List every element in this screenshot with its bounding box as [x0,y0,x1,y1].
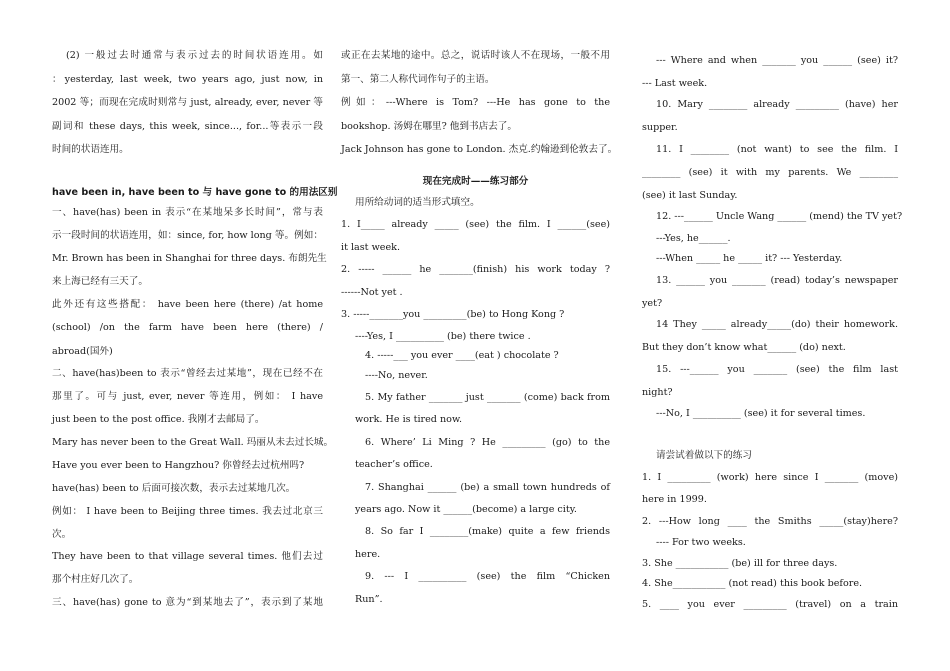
col1-text-line: 一、have(has) been in 表示“在某地呆多长时间”，常与表 [52,207,323,218]
col1-text-line: 副词和 these days, this week, since..., for...等表示一段 [52,121,323,132]
col3-text-line: night? [642,387,673,398]
col2-text-line: ----No, never. [365,370,428,381]
col1-text-line: 此外还有这些搭配： have been here (there) /at home [52,299,323,310]
col3-text-line: (see) it last Sunday. [642,190,738,201]
col3-text-line: 14 They _____ already_____(do) their homework. [656,319,898,330]
col1-text-line: Mr. Brown has been in Shanghai for three days. 布朗先生 [52,253,327,264]
col3-text-line: ---Yes, he______. [656,233,731,244]
col3-text-line: here in 1999. [642,494,707,505]
col3-text-line: 4. She___________ (not read) this book before. [642,578,863,589]
col1-text-line: 例如： I have been to Beijing three times. 我去过北京三 [52,506,323,517]
col2-text-line: 或正在去某地的途中。总之，说话时该人不在现场，一般不用 [341,50,610,61]
col1-text-line: Have you ever been to Hangzhou? 你曾经去过杭州吗? [52,460,305,471]
col2-text-line: 现在完成时——练习部分 [422,176,529,187]
col3-text-line: But they don’t know what______ (do) next. [642,342,846,353]
col2-text-line: 4. -----___ you ever ____(eat ) chocolate ? [365,350,559,361]
col2-text-line: 5. My father _______ just _______ (come) back from [365,392,610,403]
col1-text-line: 二、have(has)been to 表示“曾经去过某地”，现在已经不在 [52,368,323,379]
col1-text-line: ：yesterday, last week, two years ago, just now, in [52,74,323,85]
col1-text-line: Mary has never been to the Great Wall. 玛丽从未去过长城。 [52,437,334,448]
col2-text-line: years ago. Now it ______(become) a large city. [355,504,577,515]
col2-text-line: 8. So far I ________(make) quite a few friends [365,526,610,537]
col2-text-line: Run”. [355,594,383,605]
col3-text-line: 1. I _________ (work) here since I _______ (move) [642,472,898,483]
col1-text-line: (school) /on the farm have been here (there) / [52,322,323,333]
col1-text-line: 那里了。可与 just, ever, never 等连用，例如： I have [52,391,323,402]
col1-text-line: 那个村庄好几次了。 [52,574,139,585]
col2-text-line: it last week. [341,242,401,253]
col2-text-line: 6. Where’ Li Ming ? He _________ (go) to the [365,437,610,448]
col2-text-line: 7. Shanghai ______ (be) a small town hundreds of [365,482,610,493]
col2-text-line: ------Not yet . [341,287,403,298]
col3-text-line: 12. ---______ Uncle Wang ______ (mend) the TV yet? [656,211,903,222]
col3-text-line: ---No, I __________ (see) it for several times. [656,408,866,419]
col3-text-line: 5. ____ you ever _________ (travel) on a train [642,599,898,610]
col2-text-line: ----Yes, I __________ (be) there twice . [355,331,531,342]
col1-text-line: have been in, have been to 与 have gone to 的用法区别 [52,187,338,198]
col3-text-line: yet? [642,298,663,309]
col1-text-line: 来上海已经有三天了。 [52,276,148,287]
col1-text-line: 2002 等；而现在完成时则常与 just, already, ever, never 等 [52,97,323,108]
col3-text-line: --- Where and when _______ you ______ (see) it? [656,55,898,66]
col1-text-line: 时间的状语连用。 [52,144,129,155]
col3-text-line: supper. [642,122,678,133]
col2-text-line: 2. ----- ______ he _______(finish) his work today ? [341,264,610,275]
col2-text-line: 用所给动词的适当形式填空。 [355,197,480,208]
col1-text-line: abroad(国外) [52,346,113,357]
col1-text-line: 次。 [52,529,72,540]
col2-text-line: here. [355,549,381,560]
col3-text-line: ________ (see) it with my parents. We ________ [642,167,898,178]
col1-text-line: 三、have(has) gone to 意为“到某地去了”，表示到了某地 [52,597,323,608]
col3-text-line: ---- For two weeks. [656,537,746,548]
col1-text-line: (2) 一般过去时通常与表示过去的时间状语连用。如 [66,50,323,61]
col3-text-line: ---When _____ he _____ it? --- Yesterday. [656,253,843,264]
col1-text-line: 示一段时间的状语连用，如：since, for, how long 等。例如： [52,230,323,241]
col2-text-line: bookshop. 汤姆在哪里? 他到书店去了。 [341,121,517,132]
col3-text-line: 15. ---______ you _______ (see) the film last [656,364,898,375]
col3-text-line: 10. Mary ________ already _________ (have) her [656,99,898,110]
col1-text-line: They have been to that village several times. 他们去过 [52,551,323,562]
col2-text-line: 1. I_____ already _____ (see) the film. I ______(see) [341,219,610,230]
col3-text-line: 11. I ________ (not want) to see the film. I [656,144,898,155]
col3-text-line: 2. ---How long ____ the Smiths _____(stay)here? [642,516,898,527]
col2-text-line: Jack Johnson has gone to London. 杰克.约翰逊到伦敦去了。 [341,144,618,155]
col2-text-line: 第一、第二人称代词作句子的主语。 [341,74,495,85]
col2-text-line: teacher’s office. [355,459,433,470]
col2-text-line: 例如：---Where is Tom? ---He has gone to the [341,97,610,108]
col3-text-line: 13. ______ you _______ (read) today’s newspaper [656,275,898,286]
col3-text-line: --- Last week. [642,78,708,89]
col2-text-line: work. He is tired now. [355,414,463,425]
col2-text-line: 3. -----_______you _________(be) to Hong Kong ? [341,309,565,320]
col1-text-line: have(has) been to 后面可接次数，表示去过某地几次。 [52,483,296,494]
col3-text-line: 请尝试着做以下的练习 [656,450,752,461]
col2-text-line: 9. --- I __________ (see) the film “Chicken [365,571,610,582]
col3-text-line: 3. She ___________ (be) ill for three days. [642,558,838,569]
col1-text-line: just been to the post office. 我刚才去邮局了。 [52,414,265,425]
